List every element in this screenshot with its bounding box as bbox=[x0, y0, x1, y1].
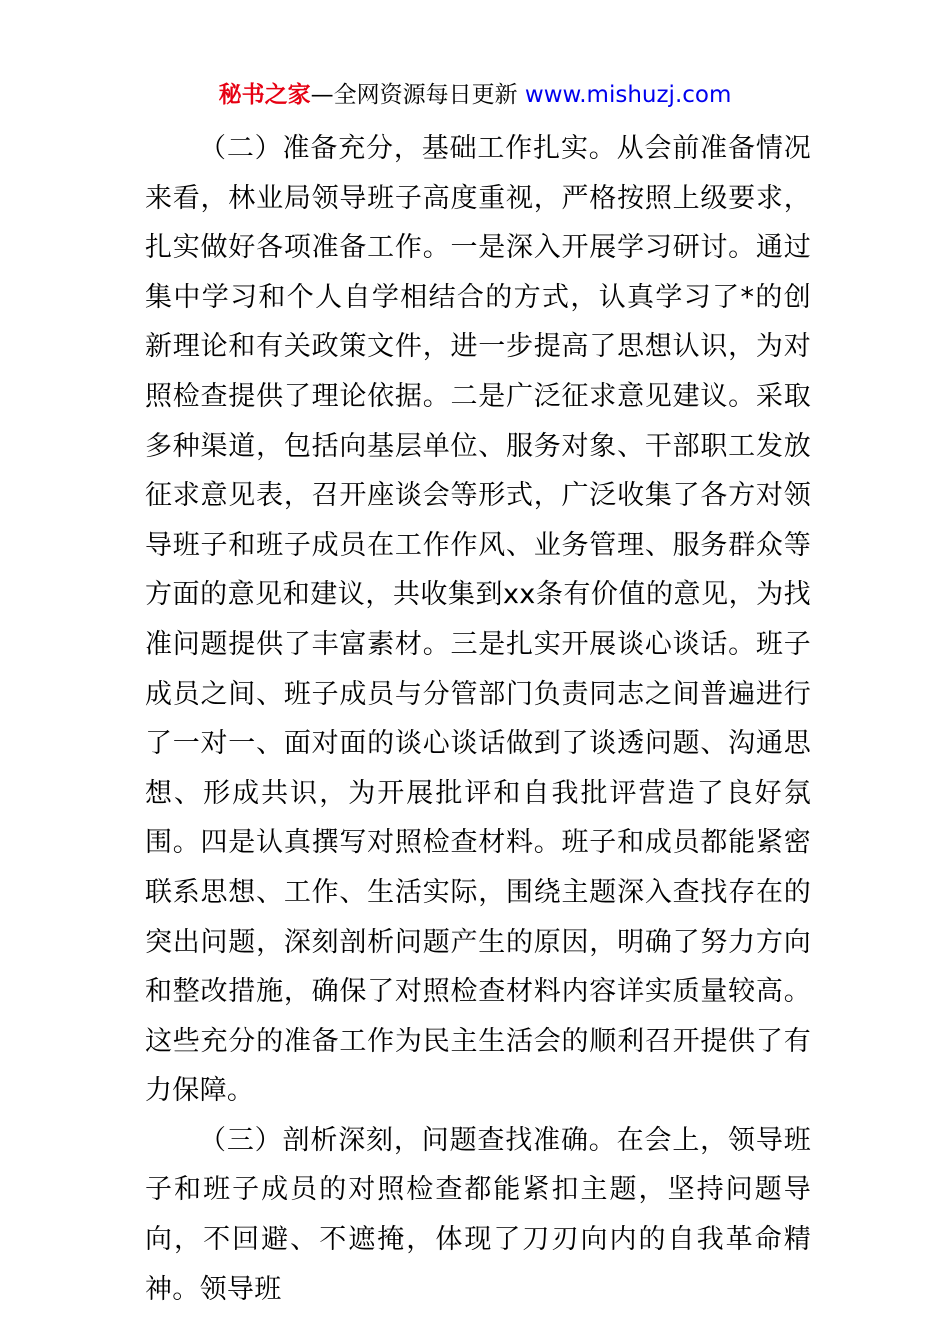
header-tagline: —全网资源每日更新 bbox=[310, 82, 525, 108]
brand-name: 秘书之家 bbox=[218, 82, 311, 108]
paragraph-section-two: （二）准备充分，基础工作扎实。从会前准备情况来看，林业局领导班子高度重视，严格按照上级要求，扎实做好各项准备工作。一是深入开展学习研讨。通过集中学习和个人自学相结合的方式，认真学习了*的创新理论和有关政策文件，进一步提高了思想认识，为对照检查提供了理论依据。二是广泛征求意见建议。采取多种渠道，包括向基层单位、服务对象、干部职工发放征求意见表，召开座谈会等形式，广泛收集了各方对领导班子和班子成员在工作作风、业务管理、服务群众等方面的意见和建议，共收集到xx条有价值的意见，为找准问题提供了丰富素材。三是扎实开展谈心谈话。班子成员之间、班子成员与分管部门负责同志之间普遍进行了一对一、面对面的谈心谈话做到了谈透问题、沟通思想、形成共识，为开展批评和自我批评营造了良好氛围。四是认真撰写对照检查材料。班子和成员都能紧密联系思想、工作、生活实际，围绕主题深入查找存在的突出问题，深刻剖析问题产生的原因，明确了努力方向和整改措施，确保了对照检查材料内容详实质量较高。这些充分的准备工作为民主生活会的顺利召开提供了有力保障。 bbox=[145, 133, 811, 1107]
document-body bbox=[145, 124, 811, 1314]
site-url-link[interactable]: www.mishuzj.com bbox=[524, 82, 732, 108]
site-header bbox=[0, 78, 950, 112]
paragraph-section-three: （三）剖析深刻，问题查找准确。在会上，领导班子和班子成员的对照检查都能紧扣主题，坚持问题导向，不回避、不遮掩，体现了刀刃向内的自我革命精神。领导班 bbox=[145, 1124, 811, 1305]
